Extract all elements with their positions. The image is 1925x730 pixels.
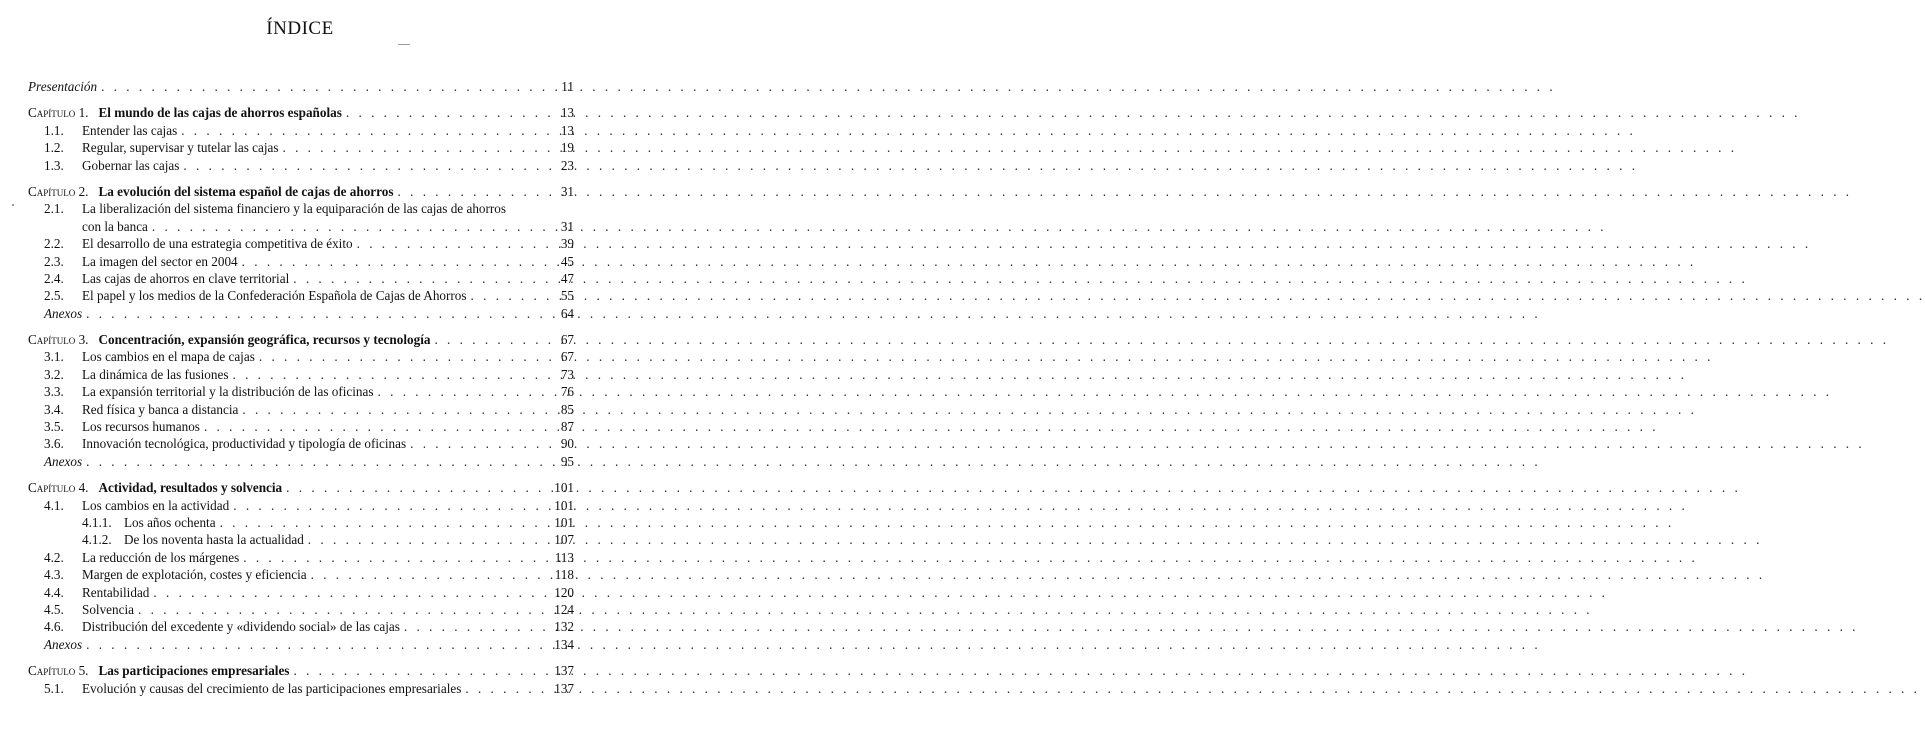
toc-entry[interactable] — [28, 618, 574, 635]
entry-page: 101 — [554, 497, 574, 513]
entry-page: 11 — [561, 79, 574, 94]
toc-entry[interactable] — [28, 200, 574, 217]
entry-page: 90 — [560, 436, 574, 452]
leader-dots — [378, 383, 548, 400]
entry-number: 2.4. — [44, 270, 64, 286]
toc-entry-continuation[interactable] — [28, 218, 574, 235]
leader-dots — [86, 453, 548, 470]
toc-entry[interactable] — [28, 566, 574, 583]
chapter-title: Las participaciones empresariales — [98, 663, 290, 679]
entry-number: 4.3. — [44, 567, 64, 583]
toc-entry[interactable] — [28, 435, 574, 452]
entry-number: 1.2. — [44, 140, 64, 156]
entry-label: Los cambios en la actividad — [82, 497, 230, 513]
toc-chapter[interactable] — [28, 183, 574, 200]
entry-number: 2.5. — [44, 288, 64, 304]
leader-dots — [410, 435, 548, 452]
entry-label: La reducción de los márgenes — [82, 549, 240, 565]
entry-number: 3.4. — [44, 401, 64, 417]
entry-number: 4.2. — [44, 549, 64, 565]
entry-label: Margen de explotación, costes y eficiencia — [82, 567, 307, 583]
leader-dots — [233, 497, 548, 514]
entry-label: De los noventa hasta la actualidad — [124, 532, 304, 548]
leader-dots — [181, 122, 548, 139]
entry-page: 13 — [560, 105, 574, 121]
toc-entry[interactable] — [28, 253, 574, 270]
entry-number: 1.3. — [44, 157, 64, 173]
leader-dots — [357, 235, 548, 252]
toc-entry[interactable] — [28, 270, 574, 287]
entry-label: Las cajas de ahorros en clave territorial — [82, 270, 290, 286]
leader-dots — [311, 566, 548, 583]
chapter-number: Capítulo 3. — [28, 332, 89, 348]
entry-label: Presentación — [28, 79, 98, 94]
leader-dots — [308, 531, 548, 548]
section-gap — [28, 95, 574, 104]
entry-page: 137 — [554, 663, 574, 679]
entry-page: 55 — [560, 288, 574, 304]
section-gap — [28, 322, 574, 331]
chapter-number: Capítulo 5. — [28, 663, 89, 679]
entry-number: 3.6. — [44, 436, 64, 452]
toc-entry[interactable] — [28, 287, 574, 304]
toc-entry-front[interactable] — [28, 78, 574, 95]
entry-label: Distribución del excedente y «dividendo social» de las cajas — [82, 619, 400, 635]
toc-entry-annex[interactable] — [28, 636, 574, 653]
leader-dots — [243, 549, 548, 566]
entry-number: 2.1. — [44, 201, 64, 217]
entry-number: 3.5. — [44, 419, 64, 435]
toc-chapter[interactable] — [28, 104, 574, 121]
toc-entry[interactable] — [28, 601, 574, 618]
entry-page: 13 — [560, 122, 574, 138]
leader-dots — [220, 514, 548, 531]
entry-page: 76 — [560, 384, 574, 400]
leader-dots — [259, 348, 548, 365]
entry-page: 85 — [560, 401, 574, 417]
entry-label: La liberalización del sistema financiero y la equiparación de las cajas de ahorros — [82, 201, 507, 217]
leader-dots — [153, 584, 548, 601]
section-gap — [28, 653, 574, 662]
leader-dots — [242, 401, 548, 418]
leader-dots — [183, 157, 548, 174]
leader-dots — [232, 366, 548, 383]
entry-page: 67 — [560, 349, 574, 365]
entry-page: 118 — [554, 567, 574, 583]
toc-entry[interactable] — [28, 549, 574, 566]
entry-page: 64 — [560, 305, 574, 321]
entry-number: 5.1. — [44, 680, 64, 696]
leader-dots — [242, 253, 548, 270]
scan-speck — [12, 204, 14, 206]
entry-number: 4.1.2. — [82, 532, 112, 548]
entry-number: 4.6. — [44, 619, 64, 635]
toc-entry[interactable] — [28, 157, 574, 174]
leader-dots — [398, 183, 549, 200]
leader-dots — [101, 78, 548, 95]
leader-dots — [204, 418, 548, 435]
entry-label: Rentabilidad — [82, 584, 150, 600]
entry-label: Innovación tecnológica, productividad y tipología de oficinas — [82, 436, 407, 452]
chapter-number: Capítulo 4. — [28, 480, 89, 496]
toc-subentry[interactable] — [28, 514, 574, 531]
table-of-contents — [28, 78, 574, 697]
toc-entry[interactable] — [28, 401, 574, 418]
chapter-title: Concentración, expansión geográfica, recursos y tecnología — [98, 332, 431, 348]
toc-chapter[interactable] — [28, 479, 574, 496]
entry-label: Gobernar las cajas — [82, 157, 180, 173]
leader-dots — [293, 662, 548, 679]
entry-label: Solvencia — [82, 601, 135, 617]
entry-page: 107 — [554, 532, 574, 548]
toc-entry[interactable] — [28, 122, 574, 139]
entry-page: 31 — [560, 183, 574, 199]
entry-page: 137 — [554, 680, 574, 696]
toc-entry[interactable] — [28, 235, 574, 252]
entry-label: Los años ochenta — [124, 514, 216, 530]
toc-entry[interactable] — [28, 497, 574, 514]
entry-number: 4.5. — [44, 601, 64, 617]
entry-label: El papel y los medios de la Confederación Española de Cajas de Ahorros — [82, 288, 467, 304]
entry-page: 31 — [560, 218, 574, 234]
section-gap — [28, 470, 574, 479]
entry-page: 132 — [554, 619, 574, 635]
entry-label: Los recursos humanos — [82, 419, 200, 435]
leader-dots — [286, 479, 548, 496]
toc-entry-annex[interactable] — [28, 453, 574, 470]
entry-label: El desarrollo de una estrategia competitiva de éxito — [82, 236, 353, 252]
entry-number: 2.2. — [44, 236, 64, 252]
entry-page: 113 — [554, 549, 574, 565]
leader-dots — [465, 680, 548, 697]
entry-page: 124 — [554, 601, 574, 617]
leader-dots — [138, 601, 548, 618]
chapter-title: La evolución del sistema español de cajas de ahorros — [98, 183, 394, 199]
entry-label: La imagen del sector en 2004 — [82, 253, 238, 269]
leader-dots — [86, 305, 548, 322]
entry-label: Anexos — [44, 453, 83, 469]
entry-number: 4.1. — [44, 497, 64, 513]
toc-entry[interactable] — [28, 366, 574, 383]
entry-page: 23 — [560, 157, 574, 173]
entry-label: La dinámica de las fusiones — [82, 366, 229, 382]
entry-page: 19 — [560, 140, 574, 156]
entry-label: con la banca — [82, 218, 148, 234]
toc-subentry[interactable] — [28, 531, 574, 548]
entry-page: 45 — [560, 253, 574, 269]
entry-label: Evolución y causas del crecimiento de las participaciones empresariales — [82, 680, 462, 696]
page-title: ÍNDICE — [266, 18, 334, 39]
toc-chapter[interactable] — [28, 662, 574, 679]
entry-label: Los cambios en el mapa de cajas — [82, 349, 255, 365]
entry-number: 2.3. — [44, 253, 64, 269]
chapter-title: Actividad, resultados y solvencia — [98, 480, 283, 496]
leader-dots — [152, 218, 548, 235]
entry-number: 3.2. — [44, 366, 64, 382]
entry-label: Entender las cajas — [82, 122, 178, 138]
chapter-title: El mundo de las cajas de ahorros españolas — [98, 105, 342, 121]
entry-label: Red física y banca a distancia — [82, 401, 239, 417]
leader-dots — [346, 104, 548, 121]
toc-entry[interactable] — [28, 139, 574, 156]
entry-number: 3.3. — [44, 384, 64, 400]
document-page — [0, 0, 600, 730]
entry-page: 47 — [560, 270, 574, 286]
toc-entry[interactable] — [28, 383, 574, 400]
leader-dots — [471, 287, 548, 304]
chapter-number: Capítulo 1. — [28, 105, 89, 121]
toc-entry[interactable] — [28, 680, 574, 697]
leader-dots — [434, 331, 548, 348]
entry-page: 101 — [554, 514, 574, 530]
entry-page: 101 — [554, 480, 574, 496]
entry-number: 4.1.1. — [82, 514, 112, 530]
entry-number: 1.1. — [44, 122, 64, 138]
entry-label: Anexos — [44, 636, 83, 652]
toc-chapter[interactable] — [28, 331, 574, 348]
entry-page: 95 — [560, 453, 574, 469]
entry-page: 39 — [560, 236, 574, 252]
chapter-number: Capítulo 2. — [28, 183, 89, 199]
entry-page: 134 — [554, 636, 574, 652]
entry-number: 4.4. — [44, 584, 64, 600]
entry-page: 67 — [560, 332, 574, 348]
entry-number: 3.1. — [44, 349, 64, 365]
leader-dots — [86, 636, 548, 653]
entry-label: Regular, supervisar y tutelar las cajas — [82, 140, 279, 156]
leader-dots — [282, 139, 548, 156]
scan-speck — [398, 44, 410, 45]
entry-page: 87 — [560, 419, 574, 435]
toc-entry-annex[interactable] — [28, 305, 574, 322]
leader-dots — [404, 618, 548, 635]
entry-label: La expansión territorial y la distribución de las oficinas — [82, 384, 374, 400]
entry-label: Anexos — [44, 305, 83, 321]
section-gap — [28, 174, 574, 183]
toc-entry[interactable] — [28, 418, 574, 435]
entry-page: 120 — [554, 584, 574, 600]
toc-entry[interactable] — [28, 348, 574, 365]
leader-dots — [293, 270, 548, 287]
entry-page: 73 — [560, 366, 574, 382]
toc-entry[interactable] — [28, 584, 574, 601]
